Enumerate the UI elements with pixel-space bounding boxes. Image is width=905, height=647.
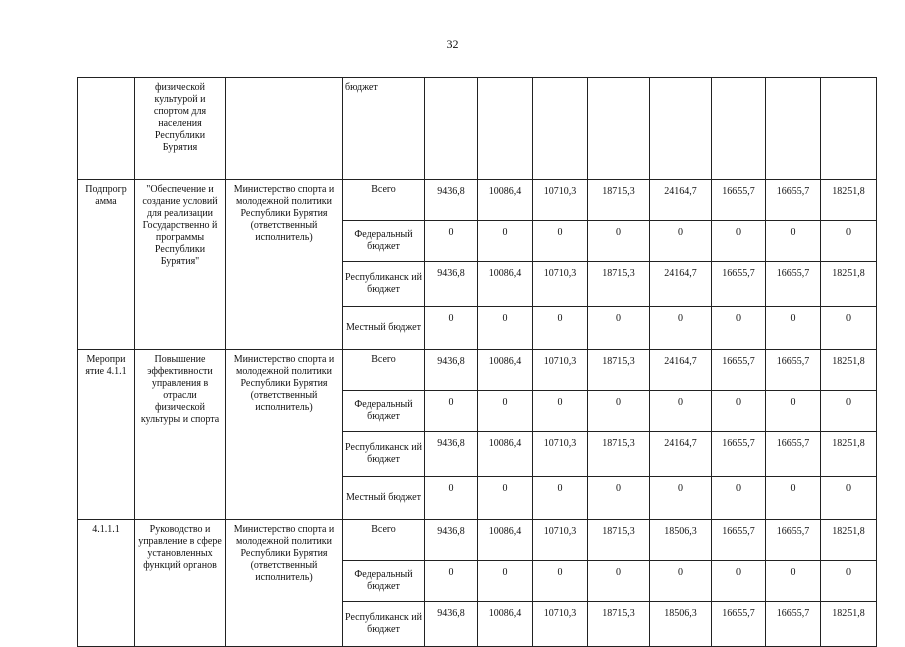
cell-value: 0 [712, 221, 766, 262]
table-row [78, 180, 877, 221]
cell-executor [226, 78, 343, 180]
cell-value: 10086,4 [478, 350, 533, 391]
cell-value [533, 78, 588, 180]
cell-value: 16655,7 [712, 432, 766, 477]
cell-value: 10086,4 [478, 520, 533, 561]
cell-value: 10710,3 [533, 602, 588, 647]
cell-value: 16655,7 [766, 180, 821, 221]
cell-value: 0 [588, 391, 650, 432]
cell-value: 18251,8 [821, 520, 877, 561]
cell-value: 0 [821, 391, 877, 432]
cell-value: 10710,3 [533, 520, 588, 561]
cell-source: Федеральный бюджет [343, 391, 425, 432]
cell-executor: Министерство спорта и молодежной политики Республики Бурятия (ответственный исполнитель) [226, 180, 343, 350]
cell-value: 9436,8 [425, 262, 478, 307]
cell-value: 0 [478, 561, 533, 602]
cell-value: 0 [533, 391, 588, 432]
cell-value: 0 [425, 477, 478, 520]
cell-value: 0 [478, 391, 533, 432]
cell-source: Всего [343, 520, 425, 561]
cell-value: 10086,4 [478, 180, 533, 221]
cell-value: 16655,7 [712, 262, 766, 307]
cell-value: 18251,8 [821, 262, 877, 307]
cell-value: 16655,7 [712, 350, 766, 391]
cell-value: 0 [766, 477, 821, 520]
budget-table [77, 77, 877, 647]
cell-value [478, 78, 533, 180]
cell-value: 16655,7 [766, 520, 821, 561]
cell-value: 16655,7 [712, 602, 766, 647]
cell-value: 18715,3 [588, 180, 650, 221]
table-body [78, 78, 877, 647]
cell-value: 16655,7 [766, 262, 821, 307]
cell-value: 0 [712, 391, 766, 432]
cell-value: 9436,8 [425, 602, 478, 647]
cell-name: физической культурой и спортом для населения Республики Бурятия [135, 78, 226, 180]
cell-value: 24164,7 [650, 350, 712, 391]
table-row [78, 350, 877, 391]
cell-value: 16655,7 [712, 520, 766, 561]
cell-value: 0 [588, 477, 650, 520]
cell-source: Всего [343, 180, 425, 221]
cell-value: 24164,7 [650, 432, 712, 477]
cell-value: 10086,4 [478, 432, 533, 477]
cell-value: 0 [821, 477, 877, 520]
cell-value: 9436,8 [425, 432, 478, 477]
cell-name: "Обеспечение и создание условий для реализации Государственно й программы Республики Бурятия" [135, 180, 226, 350]
cell-value: 18251,8 [821, 180, 877, 221]
table-row [78, 520, 877, 561]
cell-value: 18715,3 [588, 262, 650, 307]
cell-value [712, 78, 766, 180]
cell-value: 18715,3 [588, 432, 650, 477]
cell-value: 0 [588, 561, 650, 602]
cell-source: Всего [343, 350, 425, 391]
cell-source: Республиканск ий бюджет [343, 262, 425, 307]
cell-value: 0 [533, 307, 588, 350]
cell-value: 0 [712, 477, 766, 520]
cell-value: 0 [478, 221, 533, 262]
cell-value: 18251,8 [821, 602, 877, 647]
cell-value: 10710,3 [533, 180, 588, 221]
cell-value: 0 [588, 221, 650, 262]
cell-value: 0 [766, 307, 821, 350]
cell-value: 10086,4 [478, 262, 533, 307]
cell-value: 0 [821, 561, 877, 602]
cell-value: 0 [650, 221, 712, 262]
cell-value: 0 [425, 391, 478, 432]
cell-value: 0 [478, 477, 533, 520]
cell-value [650, 78, 712, 180]
cell-name: Повышение эффективности управления в отрасли физической культуры и спорта [135, 350, 226, 520]
cell-value [425, 78, 478, 180]
table-row-continuation [78, 78, 877, 180]
cell-value: 18715,3 [588, 602, 650, 647]
cell-value: 18251,8 [821, 432, 877, 477]
cell-value: 18715,3 [588, 520, 650, 561]
cell-value: 9436,8 [425, 350, 478, 391]
cell-source: Республиканск ий бюджет [343, 602, 425, 647]
cell-value: 18506,3 [650, 602, 712, 647]
cell-value: 0 [533, 561, 588, 602]
cell-value: 10710,3 [533, 262, 588, 307]
cell-type: Подпрогр амма [78, 180, 135, 350]
cell-source: Федеральный бюджет [343, 561, 425, 602]
cell-source: Федеральный бюджет [343, 221, 425, 262]
cell-value: 0 [650, 307, 712, 350]
cell-value: 9436,8 [425, 180, 478, 221]
cell-executor: Министерство спорта и молодежной политики Республики Бурятия (ответственный исполнитель) [226, 520, 343, 647]
cell-value: 0 [821, 221, 877, 262]
cell-value: 0 [766, 221, 821, 262]
cell-value: 0 [650, 391, 712, 432]
cell-value: 18251,8 [821, 350, 877, 391]
cell-value: 0 [766, 391, 821, 432]
cell-name: Руководство и управление в сфере установленных функций органов [135, 520, 226, 647]
cell-value: 16655,7 [766, 432, 821, 477]
cell-value: 0 [588, 307, 650, 350]
page-number: 32 [446, 37, 459, 51]
cell-source: Республиканск ий бюджет [343, 432, 425, 477]
cell-value: 0 [712, 561, 766, 602]
cell-value: 16655,7 [712, 180, 766, 221]
cell-value: 0 [650, 477, 712, 520]
cell-value: 0 [650, 561, 712, 602]
cell-value: 0 [821, 307, 877, 350]
cell-value: 24164,7 [650, 180, 712, 221]
cell-value: 0 [533, 477, 588, 520]
cell-value: 16655,7 [766, 350, 821, 391]
cell-source: бюджет [343, 78, 425, 180]
cell-value [821, 78, 877, 180]
cell-type: 4.1.1.1 [78, 520, 135, 647]
cell-source: Местный бюджет [343, 477, 425, 520]
cell-value: 0 [533, 221, 588, 262]
cell-value: 10710,3 [533, 350, 588, 391]
cell-value: 10710,3 [533, 432, 588, 477]
cell-type [78, 78, 135, 180]
cell-value: 16655,7 [766, 602, 821, 647]
cell-value: 0 [425, 221, 478, 262]
cell-value: 18715,3 [588, 350, 650, 391]
cell-value: 9436,8 [425, 520, 478, 561]
cell-source: Местный бюджет [343, 307, 425, 350]
cell-executor: Министерство спорта и молодежной политики Республики Бурятия (ответственный исполнитель) [226, 350, 343, 520]
cell-value: 10086,4 [478, 602, 533, 647]
cell-value: 0 [766, 561, 821, 602]
cell-value: 18506,3 [650, 520, 712, 561]
cell-value: 24164,7 [650, 262, 712, 307]
cell-value: 0 [478, 307, 533, 350]
cell-value: 0 [712, 307, 766, 350]
cell-value [588, 78, 650, 180]
cell-value [766, 78, 821, 180]
cell-value: 0 [425, 307, 478, 350]
cell-value: 0 [425, 561, 478, 602]
cell-type: Меропри ятие 4.1.1 [78, 350, 135, 520]
